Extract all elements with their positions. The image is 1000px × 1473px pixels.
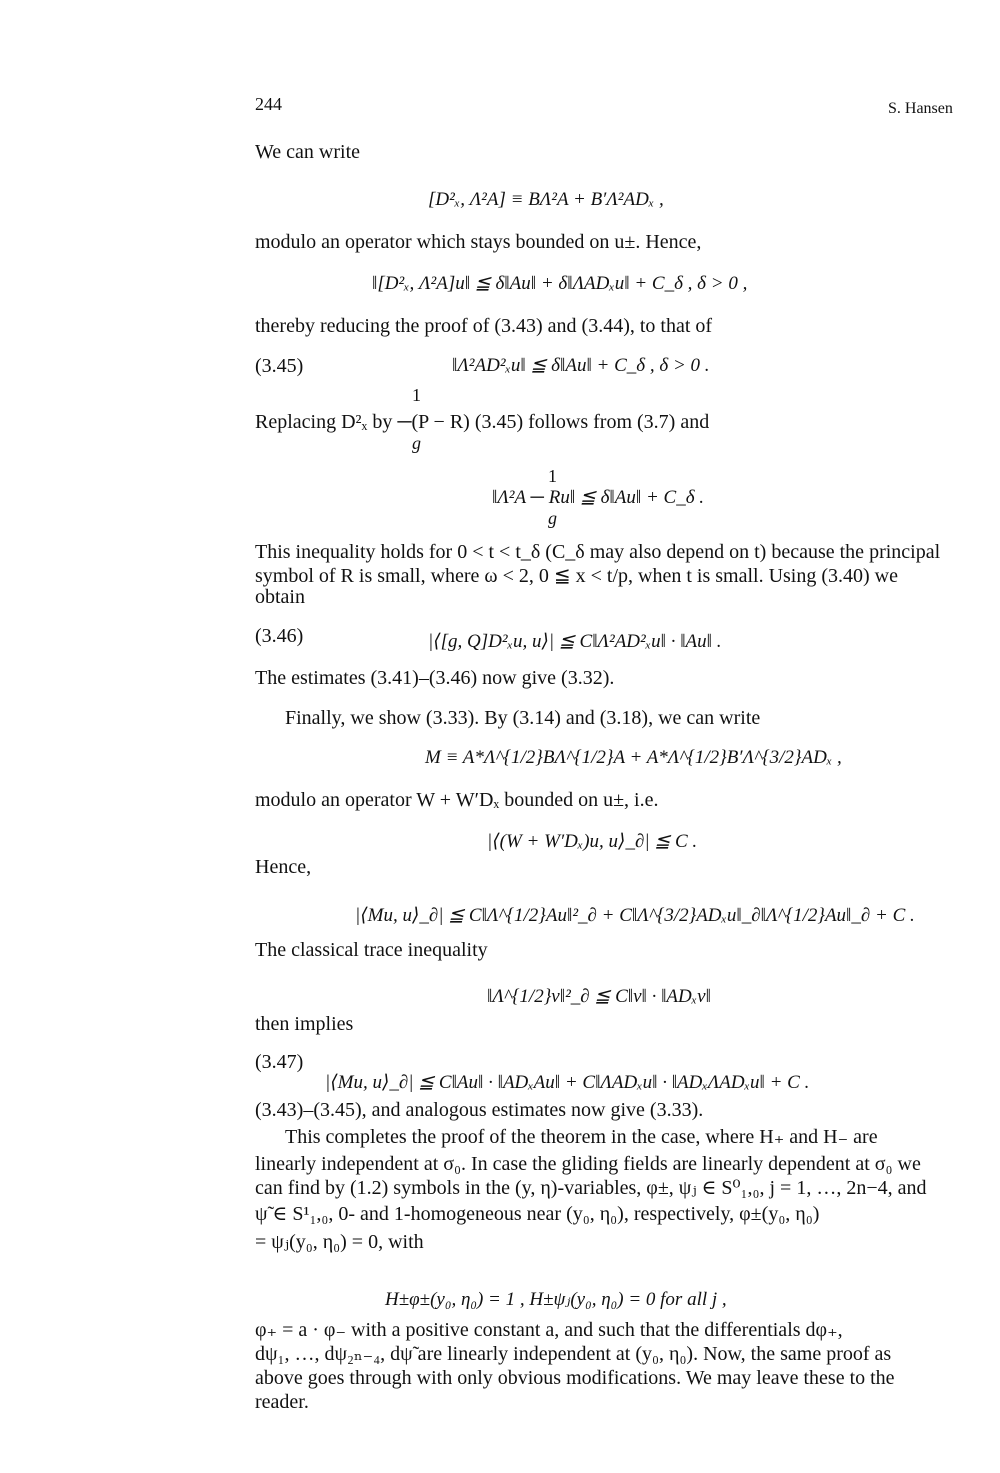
- text-line: reader.: [255, 1391, 309, 1413]
- equation: ‖[D²ₓ, Λ²A]u‖ ≦ δ‖Au‖ + δ‖ΛADₓu‖ + C_δ , δ > 0 ,: [372, 273, 748, 294]
- text-line: Hence,: [255, 856, 312, 878]
- text-line: can find by (1.2) symbols in the (y, η)-variables, φ±, ψⱼ ∈ S⁰₁,₀, j = 1, …, 2n−4, and: [255, 1177, 927, 1199]
- equation: M ≡ A*Λ^{1/2}BΛ^{1/2}A + A*Λ^{1/2}B′Λ^{3/2}ADₓ ,: [425, 747, 842, 768]
- text-line: above goes through with only obvious modifications. We may leave these to the: [255, 1367, 895, 1389]
- text-line: obtain: [255, 586, 305, 608]
- text-line: Finally, we show (3.33). By (3.14) and (3.18), we can write: [285, 707, 761, 729]
- text-line: We can write: [255, 141, 360, 163]
- text-line: φ₊ = a · φ₋ with a positive constant a, and such that the differentials dφ₊,: [255, 1319, 843, 1341]
- text-line: modulo an operator W + W′Dₓ bounded on u±, i.e.: [255, 789, 659, 811]
- text-line: dψ₁, …, dψ₂ₙ₋₄, dψ̃ are linearly independent at (y₀, η₀). Now, the same proof as: [255, 1343, 892, 1365]
- equation: |⟨Mu, u⟩_∂| ≦ C‖Λ^{1/2}Au‖²_∂ + C‖Λ^{3/2}ADₓu‖_∂‖Λ^{1/2}Au‖_∂ + C .: [355, 905, 915, 926]
- text-line: The classical trace inequality: [255, 939, 488, 961]
- equation: ‖Λ²A ─ Ru‖ ≦ δ‖Au‖ + C_δ .: [492, 487, 705, 508]
- page-number: 244: [255, 94, 282, 114]
- text-line: This inequality holds for 0 < t < t_δ (C_δ may also depend on t) because the principal: [255, 541, 941, 563]
- equation: |⟨Mu, u⟩_∂| ≦ C‖Au‖ · ‖ADₓAu‖ + C‖ΛADₓu‖ · ‖ADₓΛADₓu‖ + C .: [325, 1072, 810, 1093]
- equation: ‖Λ²AD²ₓu‖ ≦ δ‖Au‖ + C_δ , δ > 0 .: [452, 355, 710, 376]
- fraction-numerator: 1: [412, 385, 421, 405]
- text-line: The estimates (3.41)–(3.46) now give (3.32).: [255, 667, 615, 689]
- text-line: linearly independent at σ₀. In case the gliding fields are linearly dependent at σ₀ we: [255, 1153, 921, 1175]
- text-line: symbol of R is small, where ω < 2, 0 ≦ x < t/p, when t is small. Using (3.40) we: [255, 565, 898, 587]
- text-line: (3.43)–(3.45), and analogous estimates now give (3.33).: [255, 1099, 704, 1121]
- text-line: thereby reducing the proof of (3.43) and (3.44), to that of: [255, 315, 713, 337]
- text-line: ψ̃ ∈ S¹₁,₀, 0- and 1-homogeneous near (y₀, η₀), respectively, φ±(y₀, η₀): [255, 1203, 820, 1225]
- running-head: S. Hansen: [888, 100, 953, 117]
- equation: |⟨(W + W′Dₓ)u, u⟩_∂| ≦ C .: [487, 831, 698, 852]
- text-line: then implies: [255, 1013, 354, 1035]
- equation: H±φ±(y₀, η₀) = 1 , H±ψⱼ(y₀, η₀) = 0 for all j ,: [385, 1289, 727, 1310]
- equation: |⟨[g, Q]D²ₓu, u⟩| ≦ C‖Λ²AD²ₓu‖ · ‖Au‖ .: [428, 631, 722, 652]
- equation-number: (3.45): [255, 355, 304, 377]
- fraction-denominator: g: [412, 433, 421, 453]
- equation-number: (3.47): [255, 1051, 304, 1073]
- fraction-numerator: 1: [548, 466, 557, 486]
- text-line: This completes the proof of the theorem in the case, where H₊ and H₋ are: [285, 1126, 878, 1148]
- text-line: modulo an operator which stays bounded on u±. Hence,: [255, 231, 702, 253]
- equation-number: (3.46): [255, 625, 304, 647]
- fraction-denominator: g: [548, 508, 557, 528]
- equation: [D²ₓ, Λ²A] ≡ BΛ²A + B′Λ²ADₓ ,: [428, 189, 664, 210]
- text-line: Replacing D²ₓ by ─(P − R) (3.45) follows from (3.7) and: [255, 411, 710, 433]
- equation: ‖Λ^{1/2}v‖²_∂ ≦ C‖v‖ · ‖ADₓv‖: [487, 986, 711, 1007]
- text-line: = ψⱼ(y₀, η₀) = 0, with: [255, 1231, 424, 1253]
